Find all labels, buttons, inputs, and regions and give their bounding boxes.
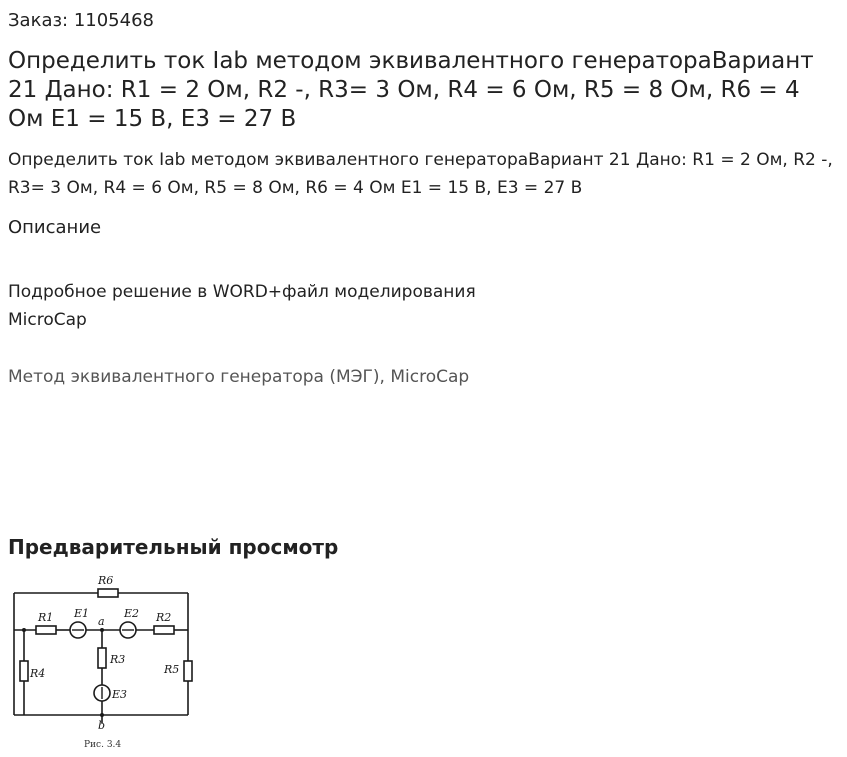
r6-resistor	[98, 589, 118, 597]
r3-label: R3	[110, 653, 126, 666]
r3-resistor	[98, 648, 106, 668]
e1-label: E1	[74, 607, 90, 620]
order-number: Заказ: 1105468	[8, 10, 154, 31]
r2-label: R2	[156, 611, 172, 624]
circuit-diagram	[8, 567, 200, 753]
r6-label: R6	[98, 574, 114, 587]
r1-resistor	[36, 626, 56, 634]
figure-caption: Рис. 3.4	[84, 740, 122, 750]
page-title: Определить ток Iab методом эквивалентного генератораВариант 21 Дано: R1 = 2 Ом, R2 -, R3= 3 Ом, R4 = 6 Ом, R5 = 8 Ом, R6 = 4 Ом E1 = 15 В, E3 = 27 В	[8, 48, 814, 132]
lead-text: Определить ток Iab методом эквивалентного генератораВариант 21 Дано: R1 = 2 Ом, R2 -, R3= 3 Ом, R4 = 6 Ом, R5 = 8 Ом, R6 = 4 Ом E1 = 15 В, E3 = 27 В	[8, 150, 833, 198]
e2-label: E2	[124, 607, 140, 620]
r2-resistor	[154, 626, 174, 634]
preview-heading: Предварительный просмотр	[8, 535, 339, 559]
r1-label: R1	[38, 611, 54, 624]
r5-resistor	[184, 661, 192, 681]
e3-label: E3	[112, 688, 128, 701]
tags-line: Метод эквивалентного генератора (МЭГ), MicroCap	[8, 367, 470, 387]
circuit-preview-image[interactable]	[8, 567, 200, 753]
description-text: Подробное решение в WORD+файл моделирования MicroCap	[8, 282, 476, 330]
r4-resistor	[20, 661, 28, 681]
r5-label: R5	[164, 663, 180, 676]
description-heading: Описание	[8, 217, 102, 238]
node-a-label: a	[98, 615, 105, 628]
r4-label: R4	[30, 667, 46, 680]
node-b-label: b	[98, 719, 106, 732]
